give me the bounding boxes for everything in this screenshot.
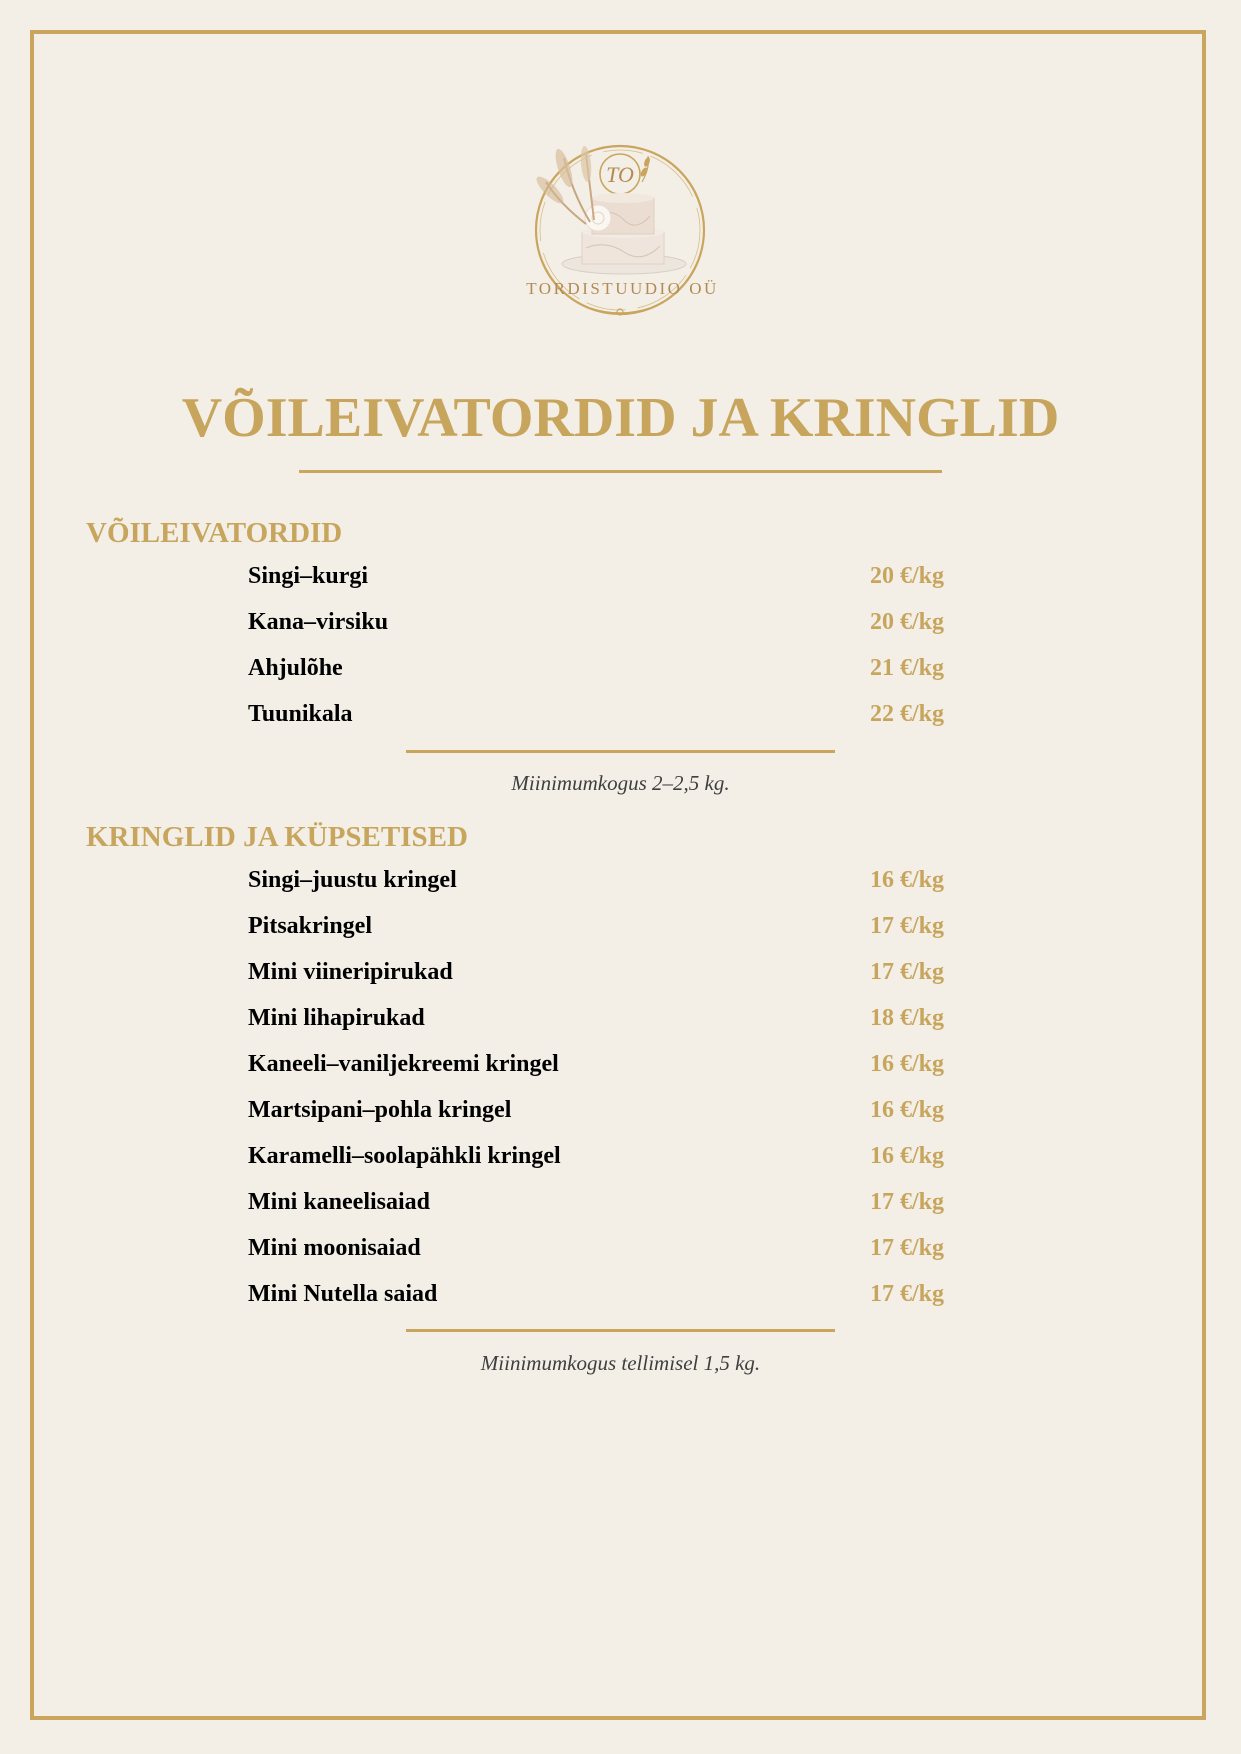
- menu-item-price: 16 €/kg: [870, 1097, 945, 1123]
- menu-item-name: Kana–virsiku: [248, 609, 389, 635]
- menu-item-price: 17 €/kg: [870, 1189, 945, 1215]
- menu-item-price: 20 €/kg: [870, 609, 945, 635]
- menu-item: [248, 697, 1008, 731]
- menu-item-name: Mini Nutella saiad: [248, 1281, 438, 1307]
- menu-item-name: Ahjulõhe: [248, 655, 343, 681]
- menu-item: [248, 1277, 1008, 1311]
- menu-item-price: 16 €/kg: [870, 1051, 945, 1077]
- section-divider: [406, 1329, 835, 1332]
- menu-item: [248, 651, 1008, 685]
- menu-item: [248, 1231, 1008, 1265]
- section-heading-voileivatordid: VÕILEIVATORDID: [86, 517, 343, 549]
- section-divider: [406, 750, 835, 753]
- menu-item: [248, 909, 1008, 943]
- menu-item-name: Kaneeli–vaniljekreemi kringel: [248, 1051, 559, 1077]
- menu-item-name: Mini viineripirukad: [248, 959, 453, 985]
- minimum-quantity-note: Miinimumkogus 2–2,5 kg.: [511, 771, 730, 795]
- menu-item-price: 17 €/kg: [870, 1235, 945, 1261]
- menu-item: [248, 1001, 1008, 1035]
- menu-item: [248, 1047, 1008, 1081]
- menu-item-name: Pitsakringel: [248, 913, 372, 939]
- menu-item: [248, 1093, 1008, 1127]
- menu-item-name: Tuunikala: [248, 701, 353, 727]
- menu-item-name: Mini moonisaiad: [248, 1235, 421, 1261]
- menu-item-price: 16 €/kg: [870, 867, 945, 893]
- menu-item-price: 22 €/kg: [870, 701, 945, 727]
- brand-name: TORDISTUUDIO OÜ: [526, 279, 719, 298]
- menu-item: [248, 955, 1008, 989]
- menu-item: [248, 1139, 1008, 1173]
- menu-item-price: 21 €/kg: [870, 655, 945, 681]
- menu-item-name: Singi–kurgi: [248, 563, 369, 589]
- menu-item-name: Singi–juustu kringel: [248, 867, 457, 893]
- svg-text:TO: TO: [606, 162, 634, 187]
- menu-item-name: Mini lihapirukad: [248, 1005, 425, 1031]
- menu-item: [248, 559, 1008, 593]
- menu-item: [248, 605, 1008, 639]
- menu-item: [248, 1185, 1008, 1219]
- menu-item-price: 17 €/kg: [870, 913, 945, 939]
- page-title: VÕILEIVATORDID JA KRINGLID: [181, 387, 1060, 449]
- section-heading-kringlid: KRINGLID JA KÜPSETISED: [86, 821, 468, 853]
- title-divider: [299, 470, 942, 473]
- menu-item-price: 17 €/kg: [870, 959, 945, 985]
- menu-item-price: 17 €/kg: [870, 1281, 945, 1307]
- menu-item-name: Karamelli–soolapähkli kringel: [248, 1143, 561, 1169]
- menu-item-price: 20 €/kg: [870, 563, 945, 589]
- minimum-quantity-note: Miinimumkogus tellimisel 1,5 kg.: [480, 1351, 761, 1375]
- menu-item: [248, 863, 1008, 897]
- menu-item-name: Mini kaneelisaiad: [248, 1189, 431, 1215]
- menu-item-price: 18 €/kg: [870, 1005, 945, 1031]
- menu-item-price: 16 €/kg: [870, 1143, 945, 1169]
- menu-item-name: Martsipani–pohla kringel: [248, 1097, 512, 1123]
